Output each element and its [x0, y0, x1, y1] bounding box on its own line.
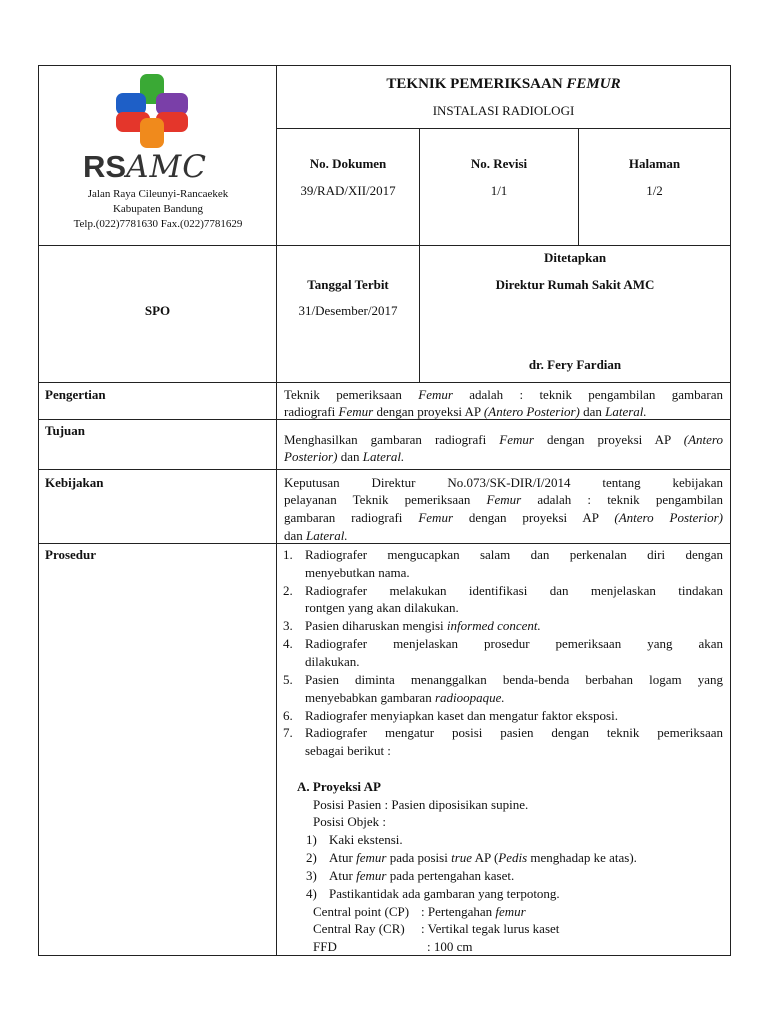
step-1-line-2: menyebutkan nama.	[305, 565, 410, 580]
border-top	[38, 65, 731, 66]
posisi-objek: Posisi Objek :	[313, 814, 386, 829]
border-right	[730, 65, 731, 956]
border-bottom	[38, 955, 731, 956]
step-5-line-1: Pasien diminta menanggalkan benda-benda berbahan logam yang	[305, 672, 723, 687]
posisi-pasien: Posisi Pasien : Pasien diposisikan supine.	[313, 797, 529, 812]
revision-value: 1/1	[490, 183, 508, 198]
kebijakan-line-1: Keputusan Direktur No.073/SK-DIR/I/2014 tentang kebijakan	[284, 475, 723, 490]
central-ray-label: Central Ray (CR)	[313, 921, 405, 936]
established-label: Ditetapkan	[543, 250, 607, 265]
row-divider-kebijakan	[38, 543, 731, 544]
objek-item-2: Atur femur pada posisi true AP (Pedis menghadap ke atas).	[329, 850, 637, 865]
step-5-line-2: menyebabkan gambaran radioopaque.	[305, 690, 505, 705]
doc-no-label: No. Dokumen	[309, 156, 387, 171]
row-divider-spo	[38, 382, 731, 383]
revision-label: No. Revisi	[470, 156, 528, 171]
objek-item-2-number: 2)	[306, 850, 317, 865]
objek-item-1-number: 1)	[306, 832, 317, 847]
central-point-label: Central point (CP)	[313, 904, 410, 919]
step-6-number: 6.	[283, 708, 293, 723]
step-7-line-2: sebagai berikut :	[305, 743, 391, 758]
unit-name: INSTALASI RADIOLOGI	[432, 103, 575, 118]
objek-item-4-number: 4)	[306, 886, 317, 901]
address-line-1: Jalan Raya Cileunyi-Rancaekek	[87, 188, 229, 200]
proyeksi-ap-heading: A. Proyeksi AP	[297, 779, 381, 794]
director-name: dr. Fery Fardian	[528, 357, 622, 372]
spo-label: SPO	[144, 303, 171, 318]
objek-item-3-number: 3)	[306, 868, 317, 883]
objek-item-1: Kaki ekstensi.	[329, 832, 403, 847]
step-3-number: 3.	[283, 618, 293, 633]
hospital-logo	[116, 74, 194, 150]
step-3-line-1: Pasien diharuskan mengisi informed concent.	[305, 618, 541, 633]
ffd-label: FFD	[313, 939, 337, 954]
tujuan-line-2: Posterior) dan Lateral.	[284, 449, 405, 464]
row-divider-title	[276, 128, 731, 129]
border-left	[38, 65, 39, 956]
address-line-2: Kabupaten Bandung	[112, 203, 204, 215]
step-5-number: 5.	[283, 672, 293, 687]
central-ray-value: : Vertikal tegak lurus kaset	[421, 921, 560, 936]
step-2-number: 2.	[283, 583, 293, 598]
objek-item-3: Atur femur pada pertengahan kaset.	[329, 868, 515, 883]
logo-rs: RS	[83, 149, 127, 184]
step-6-line-1: Radiografer menyiapkan kaset dan mengatur faktor eksposi.	[305, 708, 618, 723]
logo-wordmark	[83, 150, 207, 184]
issue-date-label: Tanggal Terbit	[307, 277, 389, 292]
prosedur-label: Prosedur	[45, 547, 97, 562]
director-title: Direktur Rumah Sakit AMC	[495, 277, 655, 292]
address-line-3: Telp.(022)7781630 Fax.(022)7781629	[73, 218, 243, 230]
step-1-line-1: Radiografer mengucapkan salam dan perkenalan diri dengan	[305, 547, 723, 562]
document-title	[277, 75, 730, 93]
step-7-line-1: Radiografer mengatur posisi pasien dengan teknik pemeriksaan	[305, 725, 723, 740]
kebijakan-line-2: pelayanan Teknik pemeriksaan Femur adalah : teknik pengambilan	[284, 492, 723, 507]
step-4-number: 4.	[283, 636, 293, 651]
kebijakan-line-3: gambaran radiografi Femur dengan proyeksi AP (Antero Posterior)	[284, 510, 723, 525]
row-divider-doc	[38, 245, 731, 246]
row-divider-tujuan	[38, 469, 731, 470]
step-2-line-2: rontgen yang akan dilakukan.	[305, 600, 459, 615]
step-2-line-1: Radiografer melakukan identifikasi dan menjelaskan tindakan	[305, 583, 723, 598]
title-prefix: TEKNIK PEMERIKSAAN	[386, 76, 567, 92]
page-value: 1/2	[646, 183, 663, 198]
kebijakan-label: Kebijakan	[45, 475, 104, 490]
logo-orange-block	[140, 118, 164, 148]
pengertian-line-2: radiografi Femur dengan proyeksi AP (Antero Posterior) dan Lateral.	[284, 404, 647, 419]
pengertian-label: Pengertian	[45, 387, 106, 402]
tujuan-label: Tujuan	[45, 423, 85, 438]
kebijakan-line-4: dan Lateral.	[284, 528, 348, 543]
objek-item-4: Pastikantidak ada gambaran yang terpotong.	[329, 886, 560, 901]
central-point-value: : Pertengahan femur	[421, 904, 526, 919]
pengertian-line-1: Teknik pemeriksaan Femur adalah : teknik pengambilan gambaran	[284, 387, 723, 402]
tujuan-line-1: Menghasilkan gambaran radiografi Femur dengan proyeksi AP (Antero	[284, 432, 724, 447]
step-4-line-1: Radiografer menjelaskan prosedur pemeriksaan yang akan	[305, 636, 723, 651]
logo-amc: AMC	[126, 149, 207, 185]
step-7-number: 7.	[283, 725, 293, 740]
step-4-line-2: dilakukan.	[305, 654, 360, 669]
doc-no-value: 39/RAD/XII/2017	[300, 183, 396, 198]
page-label: Halaman	[628, 156, 681, 171]
step-1-number: 1.	[283, 547, 293, 562]
issue-date-value: 31/Desember/2017	[298, 303, 398, 318]
ffd-value: : 100 cm	[427, 939, 473, 954]
title-femur: FEMUR	[566, 76, 621, 92]
